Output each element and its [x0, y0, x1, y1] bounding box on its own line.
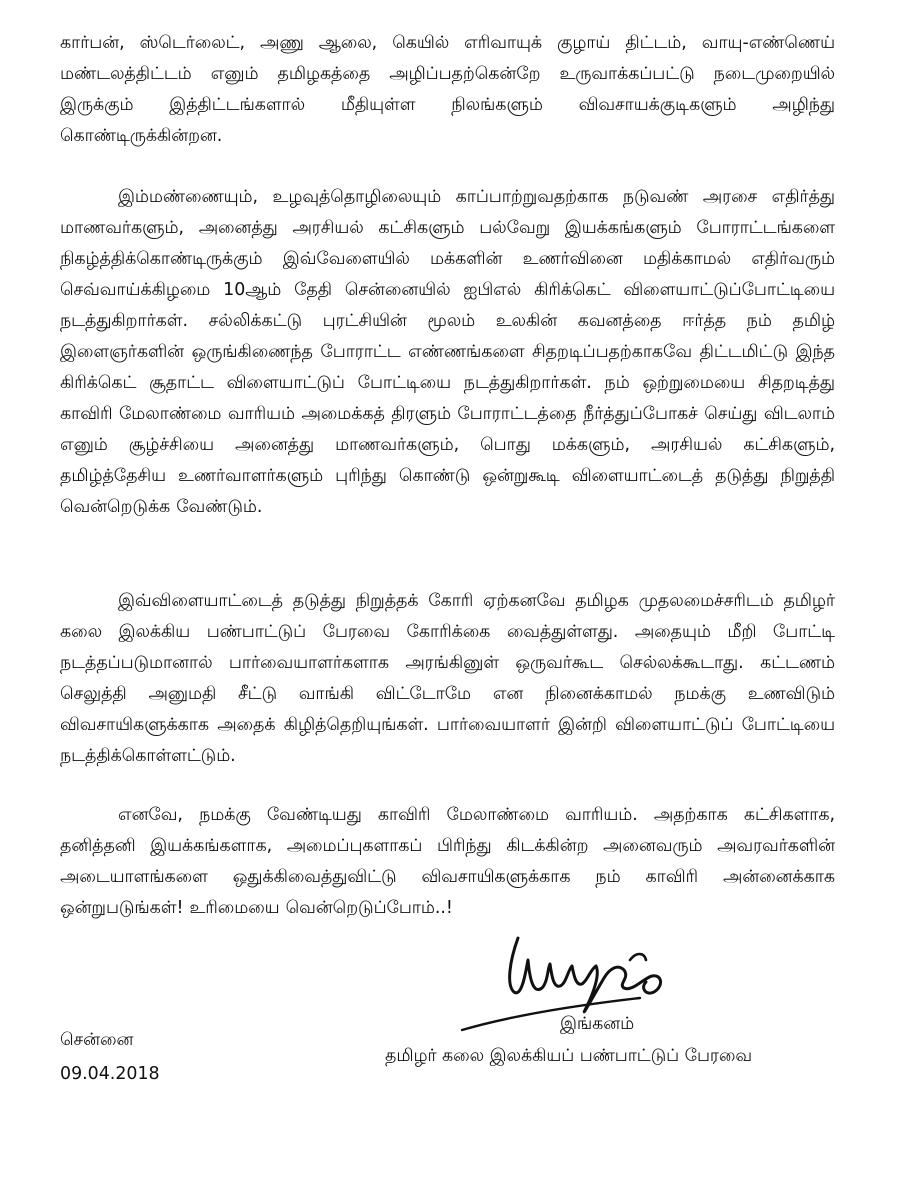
place-name: சென்னை — [60, 1030, 134, 1050]
paragraph-1: கார்பன், ஸ்டெர்லைட், அணு ஆலை, கெயில் எரிவாயுக் குழாய் திட்டம், வாயு-எண்ணெய் மண்டலத்திட்டம் எனும் தமிழகத்தை அழிப்பதற்கென்றே உருவாக்கப்பட்டு நடைமுறையில் இருக்கும் இத்திட்டங்களால் மீதியுள்ள நிலங்களும் விவசாயக்குடிகளும் அழிந்து கொண்டிருக்கின்றன. — [60, 33, 835, 146]
paragraph-3: இவ்விளையாட்டைத் தடுத்து நிறுத்தக் கோரி ஏற்கனவே தமிழக முதலமைச்சரிடம் தமிழர் கலை இலக்கிய பண்பாட்டுப் பேரவை கோரிக்கை வைத்துள்ளது. அதையும் மீறி போட்டி நடத்தப்படுமானால் பார்வையாளர்களாக அரங்கினுள் ஒருவர்கூட செல்லக்கூடாது. கட்டணம் செலுத்தி அனுமதி சீட்டு வாங்கி விட்டோமே என நினைக்காமல் நமக்கு உணவிடும் விவசாயிகளுக்காக அதைக் கிழித்தெறியுங்கள். பார்வையாளர் இன்றி விளையாட்டுப் போட்டியை நடத்திக்கொள்ளட்டும். — [60, 591, 835, 766]
paragraph-2: இம்மண்ணையும், உழவுத்தொழிலையும் காப்பாற்றுவதற்காக நடுவண் அரசை எதிர்த்து மாணவர்களும், அனைத்து அரசியல் கட்சிகளும் பல்வேறு இயக்கங்களும் போராட்டங்களை நிகழ்த்திக்கொண்டிருக்கும் இவ்வேளையில் மக்களின் உணர்வினை மதிக்காமல் எதிர்வரும் செவ்வாய்க்கிழமை 10ஆம் தேதி சென்னையில் ஐபிஎல் கிரிக்கெட் விளையாட்டுப்போட்டியை நடத்துகிறார்கள். சல்லிக்கட்டு புரட்சியின் மூலம் உலகின் கவனத்தை ஈர்த்த நம் தமிழ் இளைஞர்களின் ஒருங்கிணைந்த போராட்ட எண்ணங்களை சிதறடிப்பதற்காகவே திட்டமிட்டு இந்த கிரிக்கெட் சூதாட்ட விளையாட்டுப் போட்டியை நடத்துகிறார்கள். நம் ஒற்றுமையை சிதறடித்து காவிரி மேலாண்மை வாரியம் அமைக்கத் திரளும் போராட்டத்தை நீர்த்துப்போகச் செய்து விடலாம் எனும் சூழ்ச்சியை அனைத்து மாணவர்களும், பொது மக்களும், அரசியல் கட்சிகளும், தமிழ்த்தேசிய உணர்வாளர்களும் புரிந்து கொண்டு ஒன்றுகூடி விளையாட்டைத் தடுத்து நிறுத்தி வென்றெடுக்க வேண்டும். — [60, 187, 835, 517]
organization-name: தமிழர் கலை இலக்கியப் பண்பாட்டுப் பேரவை — [385, 1046, 753, 1066]
signature-label: இங்கனம் — [560, 1014, 635, 1034]
paragraph-4: எனவே, நமக்கு வேண்டியது காவிரி மேலாண்மை வாரியம். அதற்காக கட்சிகளாக, தனித்தனி இயக்கங்களாக, அமைப்புகளாகப் பிரிந்து கிடக்கின்ற அனைவரும் அவரவர்களின் அடையாளங்களை ஒதுக்கிவைத்துவிட்டு விவசாயிகளுக்காக நம் காவிரி அன்னைக்காக ஒன்றுபடுங்கள்! உரிமையை வென்றெடுப்போம்..! — [60, 805, 835, 918]
letter-date: 09.04.2018 — [60, 1064, 160, 1084]
